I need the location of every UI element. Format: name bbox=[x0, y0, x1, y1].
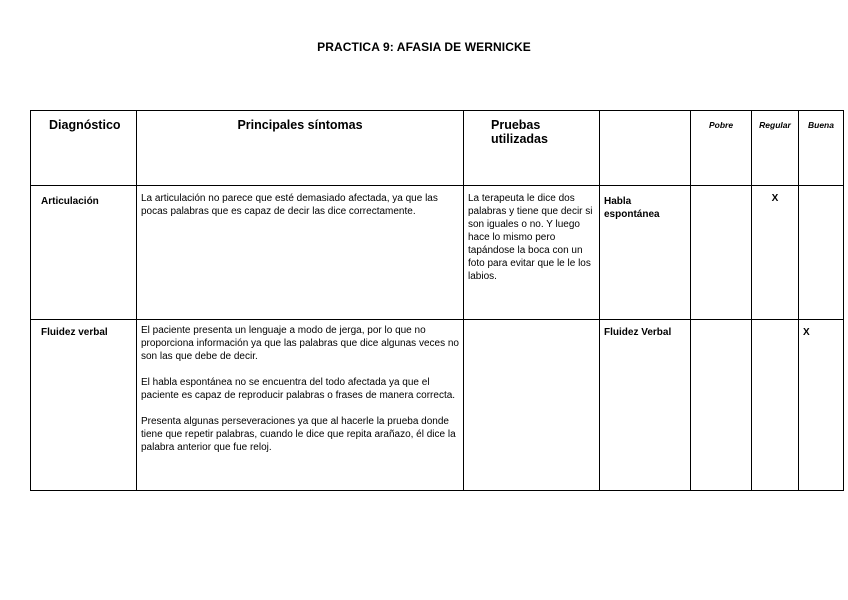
row-sintomas-cell bbox=[137, 320, 464, 491]
row-prueba-nombre: Habla espontánea bbox=[604, 196, 660, 220]
page-title: PRACTICA 9: AFASIA DE WERNICKE bbox=[317, 40, 531, 54]
header-pruebas: Pruebas utilizadas bbox=[491, 118, 548, 146]
row-sintomas bbox=[137, 186, 463, 218]
row-regular-mark: X bbox=[771, 193, 779, 204]
header-diagnostico-cell bbox=[31, 111, 137, 186]
sintoma-paragraph: La articulación no parece que esté demasiado afectada, ya que las pocas palabras que es capaz de decir las dice correctamente. bbox=[141, 193, 438, 217]
header-regular-cell bbox=[752, 111, 799, 186]
row-sintomas-cell bbox=[137, 186, 464, 320]
row-regular-cell bbox=[752, 186, 799, 320]
header-pobre-cell bbox=[691, 111, 752, 186]
header-row bbox=[31, 111, 844, 186]
header-pobre: Pobre bbox=[708, 120, 734, 130]
row-prueba-nombre: Fluidez Verbal bbox=[604, 327, 672, 338]
sintoma-paragraph: Presenta algunas perseveraciones ya que al hacerle la prueba donde tiene que repetir palabras, cuando le dice que repita arañazo, él dice la palabra anterior que fue reloj. bbox=[141, 416, 456, 453]
table-row bbox=[31, 320, 844, 491]
row-diagnostico: Articulación bbox=[41, 196, 99, 207]
header-buena-cell bbox=[799, 111, 844, 186]
row-sintomas bbox=[137, 320, 463, 454]
row-diagnostico: Fluidez verbal bbox=[41, 327, 108, 338]
header-diagnostico: Diagnóstico bbox=[49, 118, 121, 132]
row-buena-cell bbox=[799, 320, 844, 491]
header-sintomas-cell bbox=[137, 111, 464, 186]
row-pruebas-cell bbox=[464, 186, 600, 320]
header-sintomas: Principales síntomas bbox=[237, 118, 363, 132]
sintoma-paragraph: El habla espontánea no se encuentra del todo afectada ya que el paciente es capaz de reproducir palabras o frases de manera correcta. bbox=[141, 377, 456, 401]
row-pruebas: La terapeuta le dice dos palabras y tiene que decir si son iguales o no. Y luego hace lo mismo pero tapándose la boca con un foto para evitar que le le los labios. bbox=[468, 193, 593, 282]
sintoma-paragraph: El paciente presenta un lenguaje a modo de jerga, por lo que no proporciona información ya que las palabras que dice algunas veces no son las que debe de decir. bbox=[141, 325, 459, 362]
row-regular-cell bbox=[752, 320, 799, 491]
row-pobre-mark bbox=[691, 320, 751, 326]
row-buena-cell bbox=[799, 186, 844, 320]
header-pruebas-cell bbox=[464, 111, 600, 186]
row-pobre-cell bbox=[691, 186, 752, 320]
row-diagnostico-cell bbox=[31, 186, 137, 320]
table-row bbox=[31, 186, 844, 320]
row-pobre-cell bbox=[691, 320, 752, 491]
diagnosis-table bbox=[30, 110, 844, 491]
header-buena: Buena bbox=[808, 120, 834, 130]
row-pruebas bbox=[464, 320, 599, 324]
header-regular: Regular bbox=[759, 120, 791, 130]
row-buena-mark bbox=[799, 186, 843, 192]
row-prueba-nombre-cell bbox=[600, 186, 691, 320]
row-prueba-nombre-cell bbox=[600, 320, 691, 491]
header-blank-cell bbox=[600, 111, 691, 186]
row-regular-mark bbox=[752, 320, 798, 326]
row-pruebas-cell bbox=[464, 320, 600, 491]
row-pobre-mark bbox=[691, 186, 751, 192]
row-buena-mark: X bbox=[803, 327, 810, 338]
row-diagnostico-cell bbox=[31, 320, 137, 491]
